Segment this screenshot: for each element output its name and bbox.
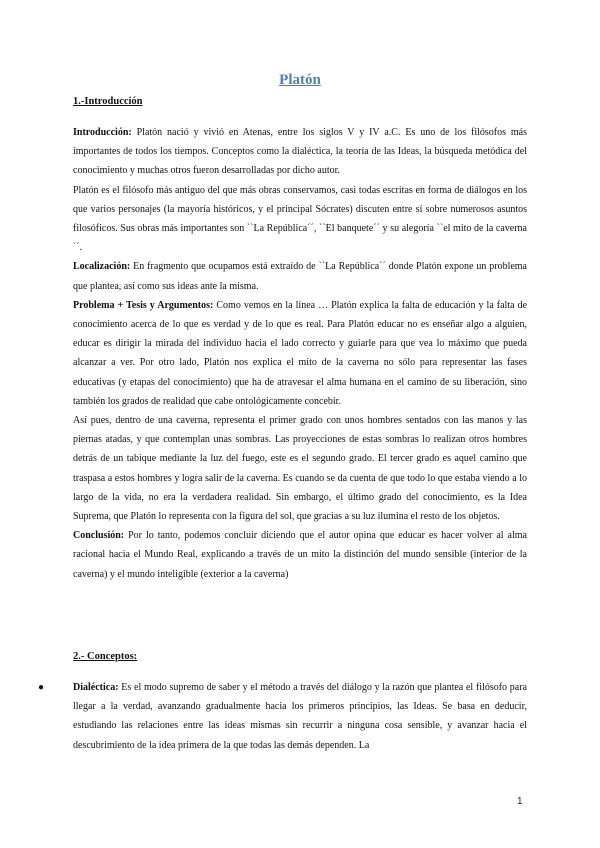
problema-label: Problema + Tesis y Argumentos: [73, 299, 214, 311]
introduction-section-body [73, 123, 527, 584]
section-heading-introduccion: 1.-Introducción [73, 96, 143, 107]
paragraph-caverna: Así pues, dentro de una caverna, representa el primer grado con unos hombres sentados con las manos y las piernas atadas, y que contemplan unas sombras. Las proyecciones de estas sombras lo realizan otros hombres detrás de un tabique mediante la luz del fuego, este es el segundo grado. El tercer grado es aquel camino que traspasa a estos hombres y logra salir de la caverna. Es cuando se da cuenta de que todo lo que estaba viendo a lo largo de la vida, no era la verdadera realidad. Sin embargo, el último grado del conocimiento, es la Idea Suprema, que Platón lo representa con la figura del sol, que gracias a su luz ilumina el resto de los objetos. [73, 415, 527, 523]
conclusion-text: Por lo tanto, podemos concluir diciendo que el autor opina que educar es hacer volver al alma racional hacia el Mundo Real, explicando a través de un mito la distinción del mundo sensible (interior de la caverna) y el mundo inteligible (exterior a la caverna) [73, 530, 527, 580]
localizacion-text: En fragmento que ocupamos está extraído de ``La República´´ donde Platón expone un problema que plantea, así como sus ideas ante la misma. [73, 261, 527, 292]
dialectica-text: Es el modo supremo de saber y el método a través del diálogo y la razón que plantea el filósofo para llegar a la verdad, avanzando gradualmente hacia los primeros principios, las Ideas. Se basa en deducir, estudiando las relaciones entre las ideas mismas sin recurrir a ninguna cosa sensible, y avanzar hacia el descubrimiento de la idea primera de la que todas las demás dependen. La [73, 682, 527, 751]
introduccion-label: Introducción: [73, 127, 132, 138]
paragraph-problema [73, 296, 527, 411]
document-title: Platón [279, 72, 321, 88]
paragraph-introduccion [73, 123, 527, 181]
paragraph-localizacion [73, 257, 527, 295]
paragraph-conclusion [73, 526, 527, 584]
section-heading-conceptos: 2.- Conceptos: [73, 651, 138, 662]
paragraph-obras: Platón es el filósofo más antiguo del que más obras conservamos, casi todas escritas en forma de diálogos en los que varios personajes (la mayoría históricos, y el principal Sócrates) discuten entre sí sobre numerosos asuntos filosóficos. Sus obras más importantes son ``La República´´, ``El banquete´´ y su alegoría ``el mito de la caverna´´. [73, 184, 527, 254]
localizacion-label: Localización: [73, 261, 131, 273]
introduccion-text: Platón nació y vivió en Atenas, entre los siglos V y IV a.C. Es uno de los filósofos más importantes de todos los tiempos. Conceptos como la dialéctica, la teoría de las Ideas, la búsqueda metódica del conocimiento y muchas otros fueron desarrolladas por dicho autor. [73, 127, 527, 177]
problema-text: Como vemos en la línea … Platón explica la falta de educación y la falta de conocimiento acerca de lo que es verdad y de lo que es real. Para Platón educar no es enseñar algo a alguien, educar es dirigir la mirada del individuo hacia el lado correcto y guiarle para que vea lo máximo que pueda alcanzar a ver. Por otro lado, Platón nos explica el mito de la caverna no sólo para representar las fases educativas (y etapas del conocimiento) que ha de atravesar el alma humana en el camino de su liberación, sino también los grados de realidad que cabe ontológicamente concebir. [73, 299, 528, 407]
bullet-icon: ● [38, 682, 45, 693]
list-item-dialectica [73, 678, 527, 755]
conclusion-label: Conclusión: [73, 530, 125, 542]
dialectica-label: Dialéctica: [73, 682, 119, 693]
page-number: 1 [517, 796, 523, 807]
